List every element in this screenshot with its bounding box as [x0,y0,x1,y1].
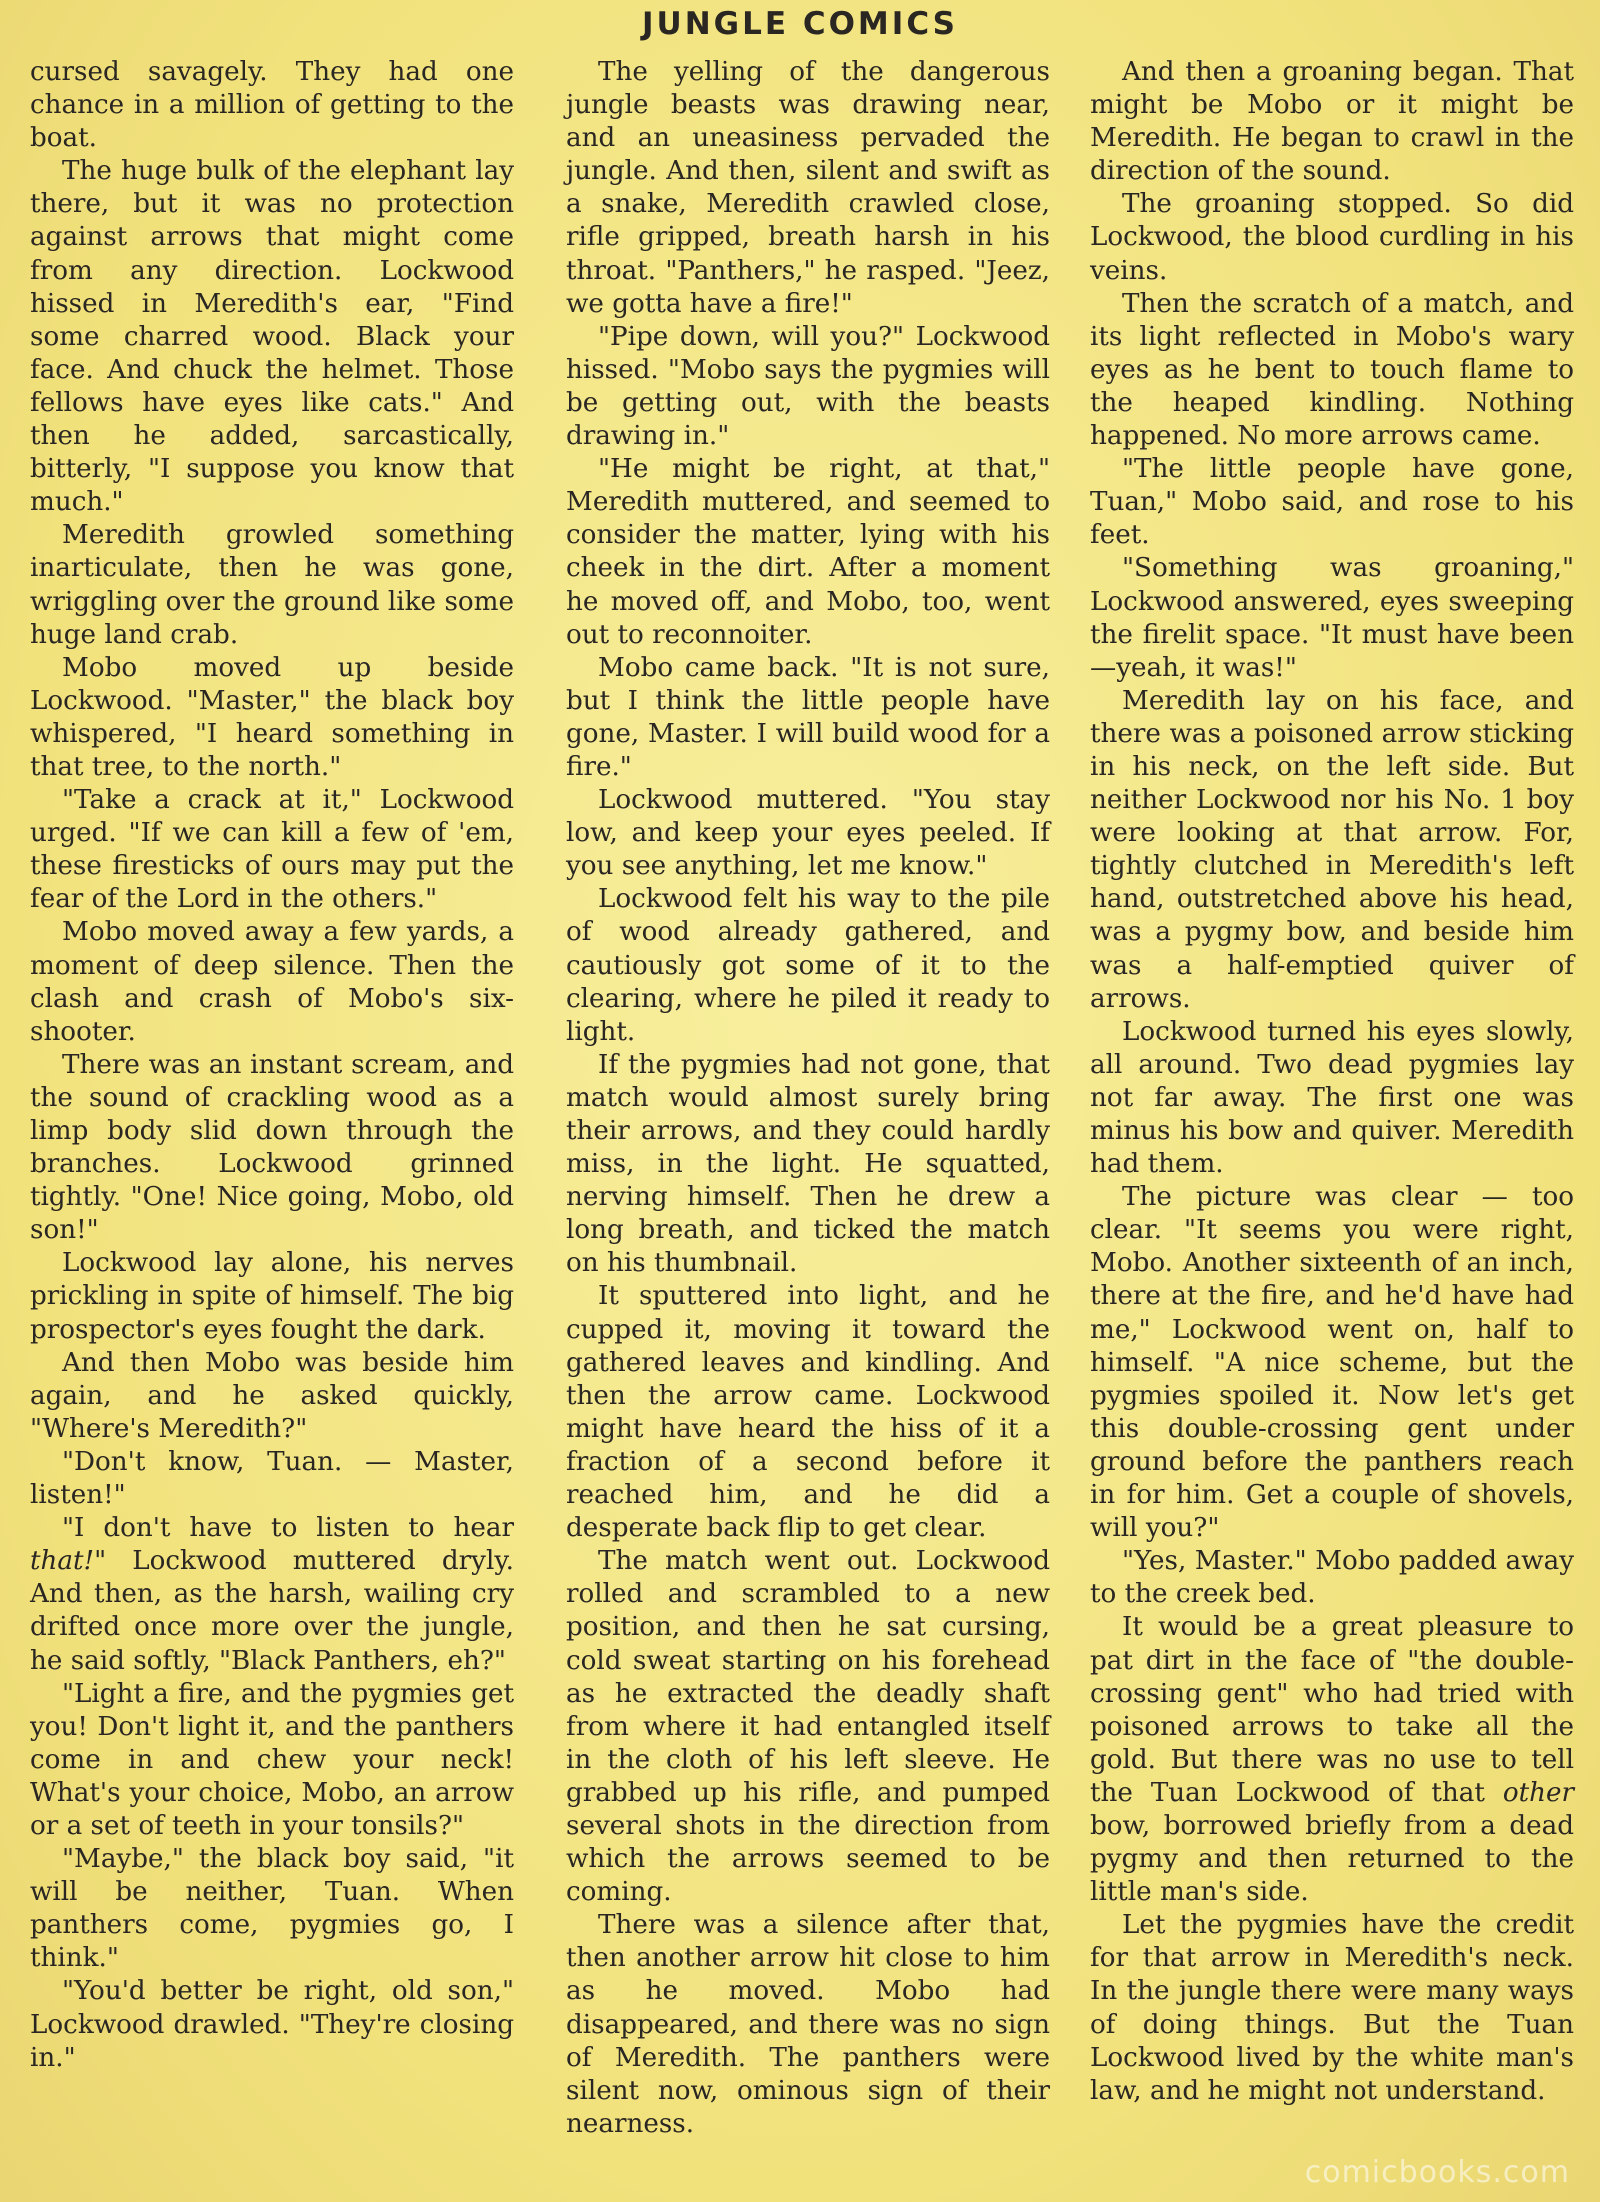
paragraph: Lockwood muttered. "You stay low, and keep your eyes peeled. If you see anything, let me know." [566,785,1050,882]
text-column-1 [30,56,514,2075]
paragraph: Lockwood lay alone, his nerves prickling in spite of himself. The big prospector's eyes fought the dark. [30,1248,514,1345]
paragraph [1090,1611,1574,1909]
paragraph: Let the pygmies have the credit for that arrow in Meredith's neck. In the jungle there were many ways of doing things. But the Tuan Lockwood lived by the white man's law, and he might not understand. [1090,1910,1574,2106]
paragraph: Lockwood felt his way to the pile of wood already gathered, and cautiously got some of it to the clearing, where he piled it ready to light. [566,884,1050,1047]
paragraph: "Take a crack at it," Lockwood urged. "If we can kill a few of 'em, these firesticks of ours may put the fear of the Lord in the others." [30,785,514,915]
paragraph: Mobo came back. "It is not sure, but I think the little people have gone, Master. I will build wood for a fire." [566,652,1050,782]
paragraph: If the pygmies had not gone, that match would almost surely bring their arrows, and they could hardly miss, in the light. He squatted, nerving himself. Then he drew a long breath, and ticked the match on his thumbnail. [566,1049,1050,1279]
paragraph-text: " Lockwood muttered dryly. And then, as the harsh, wailing cry drifted once more over the jungle, he said softly, "Black Panthers, eh?" [30,1546,514,1676]
paragraph: And then Mobo was beside him again, and he asked quickly, "Where's Meredith?" [30,1347,514,1444]
paragraph: Mobo moved away a few yards, a moment of deep silence. Then the clash and crash of Mobo's six-shooter. [30,917,514,1047]
paragraph: The match went out. Lockwood rolled and scrambled to a new position, and then he sat cursing, cold sweat starting on his forehead as he extracted the deadly shaft from where it had entangled itself in the cloth of his left sleeve. He grabbed up his rifle, and pumped several shots in the direction from which the arrows seemed to be coming. [566,1546,1050,1908]
paragraph [30,1512,514,1677]
paragraph: "The little people have gone, Tuan," Mobo said, and rose to his feet. [1090,454,1574,551]
paragraph: There was a silence after that, then another arrow hit close to him as he moved. Mobo had disappeared, and there was no sign of Meredith. The panthers were silent now, ominous sign of their nearness. [566,1910,1050,2139]
watermark: comicbooks.com [1304,2155,1570,2190]
paragraph: "Light a fire, and the pygmies get you! Don't light it, and the panthers come in and chew your neck! What's your choice, Mobo, an arrow or a set of teeth in your tonsils?" [30,1678,514,1841]
paragraph: It sputtered into light, and he cupped it, moving it toward the gathered leaves and kindling. And then the arrow came. Lockwood might have heard the hiss of it a fraction of a second before it reached him, and he did a desperate back flip to get clear. [566,1281,1050,1544]
paragraph: Lockwood turned his eyes slowly, all around. Two dead pygmies lay not far away. The first one was minus his bow and quiver. Meredith had them. [1090,1016,1574,1180]
paragraph-text: It would be a great pleasure to pat dirt in the face of "the double-crossing gent" who had tried with poisoned arrows to take all the gold. But there was no use to tell the Tuan Lockwood of that [1090,1612,1574,1808]
paragraph: "Something was groaning," Lockwood answered, eyes sweeping the firelit space. "It must have been—yeah, it was!" [1090,553,1574,683]
paragraph: Mobo moved up beside Lockwood. "Master," the black boy whispered, "I heard something in that tree, to the north." [30,652,514,782]
paragraph: cursed savagely. They had one chance in a million of getting to the boat. [30,57,514,154]
paragraph: Then the scratch of a match, and its light reflected in Mobo's wary eyes as he bent to touch flame to the heaped kindling. Nothing happened. No more arrows came. [1090,288,1574,452]
paragraph: And then a groaning began. That might be Mobo or it might be Meredith. He began to crawl in the direction of the sound. [1090,57,1574,187]
paragraph: The groaning stopped. So did Lockwood, the blood curdling in his veins. [1090,189,1574,286]
page-header: JUNGLE COMICS [642,6,958,42]
paragraph: There was an instant scream, and the sound of crackling wood as a limp body slid down through the branches. Lockwood grinned tightly. "One! Nice going, Mobo, old son!" [30,1049,514,1246]
paragraph: The picture was clear — too clear. "It seems you were right, Mobo. Another sixteenth of an inch, there at the fire, and he'd have had me," Lockwood went on, half to himself. "A nice scheme, but the pygmies spoiled it. Now let's get this double-crossing gent under ground before the panthers reach in for him. Get a couple of shovels, will you?" [1090,1182,1574,1544]
paragraph: "Don't know, Tuan. — Master, listen!" [30,1446,514,1511]
text-column-2 [566,56,1050,2141]
paragraph: "Yes, Master." Mobo padded away to the creek bed. [1090,1546,1574,1610]
paragraph: "You'd better be right, old son," Lockwood drawled. "They're closing in." [30,1976,514,2073]
emphasis-text: that! [30,1546,95,1577]
paragraph: Meredith lay on his face, and there was a poisoned arrow sticking in his neck, on the left side. But neither Lockwood nor his No. 1 boy were looking at that arrow. For, tightly clutched in Meredith's left hand, outstretched above his head, was a pygmy bow, and beside him was a half-emptied quiver of arrows. [1090,685,1574,1014]
text-column-3 [1090,56,1574,2108]
paragraph-text: bow, borrowed briefly from a dead pygmy and then returned to the little man's side. [1090,1810,1574,1908]
paragraph: The huge bulk of the elephant lay there, but it was no protection against arrows that might come from any direction. Lockwood hissed in Meredith's ear, "Find some charred wood. Black your face. And chuck the helmet. Those fellows have eyes like cats." And then he added, sarcastically, bitterly, "I suppose you know that much." [30,156,514,518]
paragraph: "Maybe," the black boy said, "it will be neither, Tuan. When panthers come, pygmies go, I think." [30,1844,514,1974]
paragraph-text: "I don't have to listen to hear [62,1513,514,1544]
paragraph: The yelling of the dangerous jungle beasts was drawing near, and an uneasiness pervaded the jungle. And then, silent and swift as a snake, Meredith crawled close, rifle gripped, breath harsh in his throat. "Panthers," he rasped. "Jeez, we gotta have a fire!" [566,57,1050,319]
paragraph: "Pipe down, will you?" Lockwood hissed. "Mobo says the pygmies will be getting out, with the beasts drawing in." [566,321,1050,452]
emphasis-text: other [1502,1777,1574,1808]
paragraph: "He might be right, at that," Meredith muttered, and seemed to consider the matter, lying with his cheek in the dirt. After a moment he moved off, and Mobo, too, went out to reconnoiter. [566,454,1050,650]
paragraph: Meredith growled something inarticulate, then he was gone, wriggling over the ground like some huge land crab. [30,520,514,650]
